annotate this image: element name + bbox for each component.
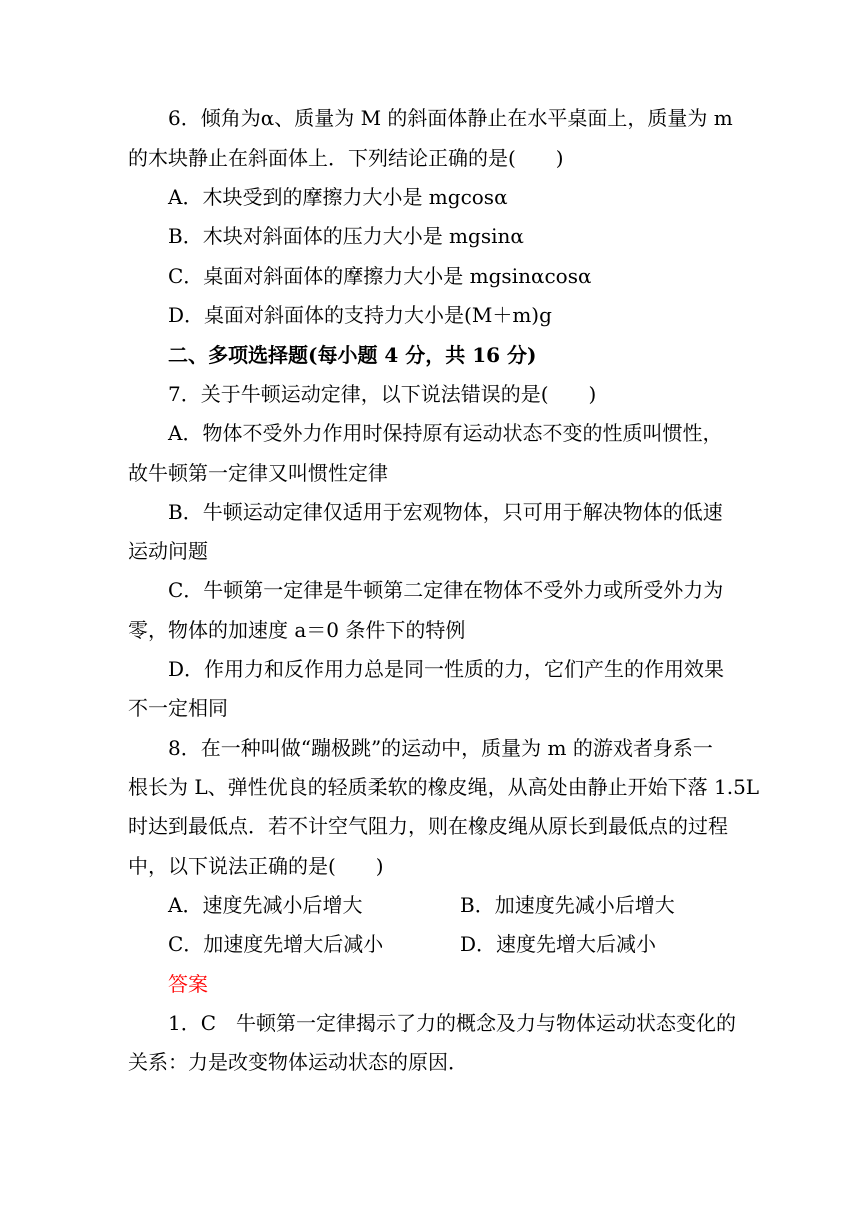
question-7-option-c-line-1: C．牛顿第一定律是牛顿第二定律在物体不受外力或所受外力为 (168, 578, 724, 602)
question-7-option-c-line-2: 零，物体的加速度 a＝0 条件下的特例 (128, 618, 466, 642)
question-7-option-a-line-2: 故牛顿第一定律又叫惯性定律 (128, 461, 388, 485)
question-7-stem: 7．关于牛顿运动定律，以下说法错误的是( ) (168, 382, 597, 406)
answer-heading: 答案 (168, 972, 208, 996)
section-heading-multiple-choice: 二、多项选择题(每小题 4 分，共 16 分) (168, 343, 537, 367)
question-7-option-a-line-1: A．物体不受外力作用时保持原有运动状态不变的性质叫惯性， (168, 421, 723, 445)
question-8-option-b: B．加速度先减小后增大 (460, 893, 675, 917)
question-8-option-c: C．加速度先增大后减小 (168, 932, 384, 956)
question-8-options-row-1 (168, 885, 774, 925)
answer-1-line-2: 关系：力是改变物体运动状态的原因． (128, 1050, 468, 1074)
question-8-options-row-2 (168, 924, 774, 964)
question-8-option-a: A．速度先减小后增大 (168, 893, 363, 917)
question-8-stem-line-2: 根长为 L、弹性优良的轻质柔软的橡皮绳，从高处由静止开始下落 1.5L (128, 775, 760, 799)
question-8-option-d: D．速度先增大后减小 (460, 932, 657, 956)
question-6-option-c: C．桌面对斜面体的摩擦力大小是 mgsinαcosα (168, 264, 592, 288)
question-8-stem-line-4: 中，以下说法正确的是( ) (128, 854, 384, 878)
question-7-option-d-line-2: 不一定相同 (128, 696, 228, 720)
question-6-stem-line-1: 6．倾角为α、质量为 M 的斜面体静止在水平桌面上，质量为 m (168, 106, 733, 130)
question-6-option-a: A．木块受到的摩擦力大小是 mgcosα (168, 185, 508, 209)
question-8-stem-line-1: 8．在一种叫做“蹦极跳”的运动中，质量为 m 的游戏者身系一 (168, 736, 713, 760)
question-7-option-d-line-1: D．作用力和反作用力总是同一性质的力，它们产生的作用效果 (168, 657, 725, 681)
answer-1-line-1: 1．C 牛顿第一定律揭示了力的概念及力与物体运动状态变化的 (168, 1011, 737, 1035)
question-6-option-d: D．桌面对斜面体的支持力大小是(M＋m)g (168, 303, 552, 327)
question-8-stem-line-3: 时达到最低点．若不计空气阻力，则在橡皮绳从原长到最低点的过程 (128, 814, 728, 838)
question-7-option-b-line-1: B．牛顿运动定律仅适用于宏观物体，只可用于解决物体的低速 (168, 500, 723, 524)
question-7-option-b-line-2: 运动问题 (128, 539, 208, 563)
question-6-stem-line-2: 的木块静止在斜面体上．下列结论正确的是( ) (128, 146, 564, 170)
question-6-option-b: B．木块对斜面体的压力大小是 mgsinα (168, 224, 524, 248)
